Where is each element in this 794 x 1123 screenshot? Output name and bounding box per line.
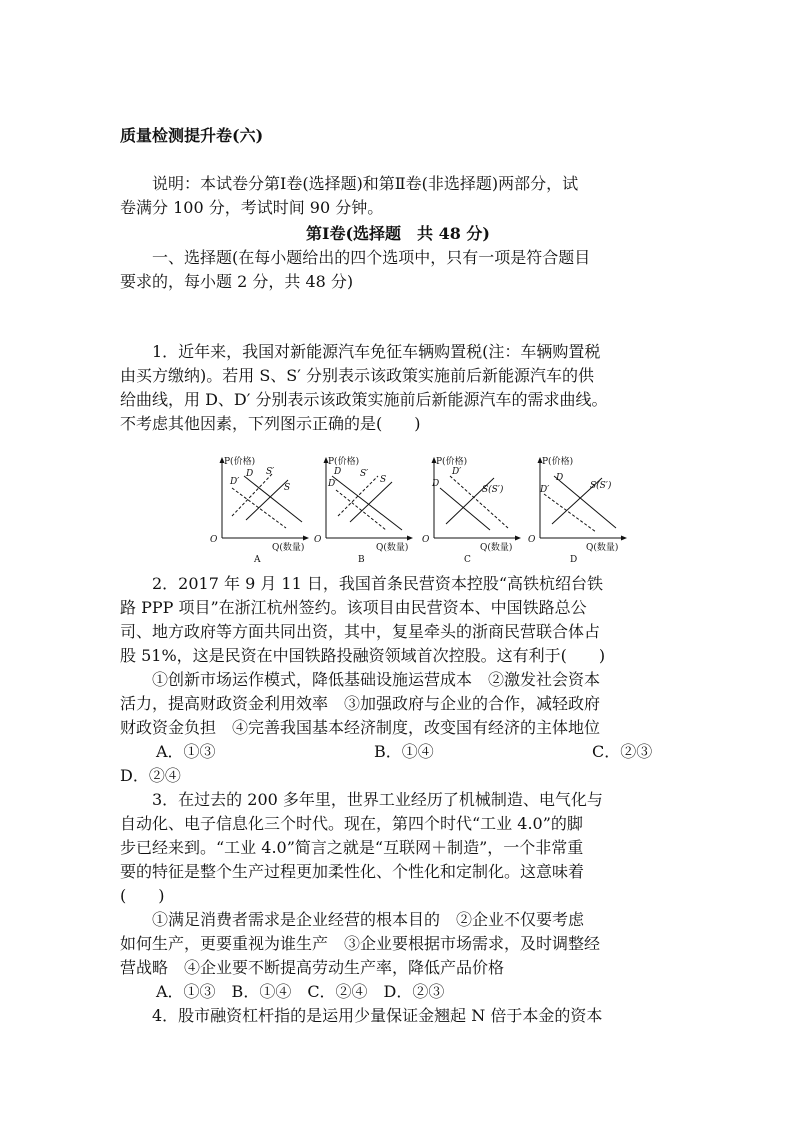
graph-d-curve-0: D xyxy=(556,473,564,483)
q3-line-5: ( ) xyxy=(120,886,165,905)
graph-b-curve-3: S xyxy=(380,475,387,485)
q3-line-8: 营战略 ④企业要不断提高劳动生产率，降低产品价格 xyxy=(120,958,505,977)
q3-line-7: 如何生产，更要重视为谁生产 ③企业要根据市场需求，及时调整经 xyxy=(120,934,601,953)
graph-d-label: D xyxy=(570,555,578,565)
graph-c-y-label: P(价格) xyxy=(436,457,468,467)
graph-a-origin: O xyxy=(210,535,218,545)
graph-b-y-label: P(价格) xyxy=(328,457,360,467)
graph-a-x-label: Q(数量) xyxy=(272,543,305,553)
q3-options: A．①③ B．①④ C．②④ D．②③ xyxy=(156,982,445,1001)
q2-line-5: ①创新市场运作模式，降低基础设施运营成本 ②激发社会资本 xyxy=(152,670,601,689)
part-heading-line-1: 一、选择题(在每小题给出的四个选项中，只有一项是符合题目 xyxy=(152,248,591,267)
graph-b-label: B xyxy=(358,555,365,565)
graph-a xyxy=(206,452,314,570)
graph-d-origin: O xyxy=(528,535,536,545)
graph-c-curve-1: D xyxy=(432,479,440,489)
graph-a-curve-2: S′ xyxy=(266,467,275,477)
q2-line-1: 2．2017 年 9 月 11 日，我国首条民营资本控股“高铁杭绍台铁 xyxy=(152,574,604,593)
q1-line-2: 由买方缴纳)。若用 S、S′ 分别表示该政策实施前后新能源汽车的供 xyxy=(120,366,594,385)
q2-option-a: A．①③ xyxy=(156,742,216,761)
section-title: 第Ⅰ卷(选择题 共 48 分) xyxy=(305,224,491,243)
paper-title: 质量检测提升卷(六) xyxy=(120,126,264,145)
graph-d-curve-2: S(S′) xyxy=(590,481,612,491)
part-heading-line-2: 要求的，每小题 2 分，共 48 分) xyxy=(120,272,354,291)
q1-line-1: 1．近年来，我国对新能源汽车免征车辆购置税(注：车辆购置税 xyxy=(152,342,601,361)
q1-line-3: 给曲线，用 D、D′ 分别表示该政策实施前后新能源汽车的需求曲线。 xyxy=(120,390,608,409)
graph-b-x-label: Q(数量) xyxy=(376,543,409,553)
graph-d-y-label: P(价格) xyxy=(542,457,574,467)
q3-line-2: 自动化、电子信息化三个时代。现在，第四个时代“工业 4.0”的脚 xyxy=(120,814,583,833)
q2-option-b: B．①④ xyxy=(374,742,434,761)
q2-option-d: D．②④ xyxy=(120,766,181,785)
graph-c xyxy=(418,452,526,570)
graph-a-label: A xyxy=(254,555,261,565)
graph-c-curve-0: D′ xyxy=(452,467,462,477)
graph-b-origin: O xyxy=(314,535,322,545)
graph-c-label: C xyxy=(464,555,471,565)
q3-line-4: 要的特征是整个生产过程更加柔性化、个性化和定制化。这意味着 xyxy=(120,862,585,881)
graph-a-y-label: P(价格) xyxy=(224,457,256,467)
graph-d xyxy=(524,452,632,570)
q2-line-6: 活力，提高财政资金利用效率 ③加强政府与企业的合作，减轻政府 xyxy=(120,694,601,713)
instructions-line-2: 卷满分 100 分，考试时间 90 分钟。 xyxy=(120,198,384,217)
graph-d-x-label: Q(数量) xyxy=(586,543,619,553)
graph-a-curve-3: S xyxy=(284,483,291,493)
graph-b-curve-1: D′ xyxy=(328,479,338,489)
q4-line-1: 4．股市融资杠杆指的是运用少量保证金翘起 N 倍于本金的资本 xyxy=(152,1006,603,1025)
q2-option-c: C．②③ xyxy=(592,742,653,761)
graph-a-curve-0: D′ xyxy=(230,477,240,487)
graph-c-x-label: Q(数量) xyxy=(480,543,513,553)
graph-a-curve-1: D xyxy=(246,469,254,479)
graph-b-curve-0: D xyxy=(334,467,342,477)
instructions-line-1: 说明：本试卷分第Ⅰ卷(选择题)和第Ⅱ卷(非选择题)两部分，试 xyxy=(152,174,579,193)
q1-line-4: 不考虑其他因素，下列图示正确的是( ) xyxy=(120,414,421,433)
q2-line-7: 财政资金负担 ④完善我国基本经济制度，改变国有经济的主体地位 xyxy=(120,718,601,737)
q2-line-3: 司、地方政府等方面共同出资，其中，复星牵头的浙商民营联合体占 xyxy=(120,622,601,641)
q3-line-1: 3．在过去的 200 多年里，世界工业经历了机械制造、电气化与 xyxy=(152,790,603,809)
graph-c-curve-2: S(S′) xyxy=(482,485,504,495)
q3-line-3: 步已经来到。“工业 4.0”简言之就是“互联网＋制造”，一个非常重 xyxy=(120,838,584,857)
graph-b xyxy=(310,452,418,570)
graph-b-curve-2: S′ xyxy=(360,469,369,479)
q2-line-2: 路 PPP 项目”在浙江杭州签约。该项目由民营资本、中国铁路总公 xyxy=(120,598,587,617)
graph-d-curve-1: D′ xyxy=(540,485,550,495)
q3-line-6: ①满足消费者需求是企业经营的根本目的 ②企业不仅要考虑 xyxy=(152,910,585,929)
q2-line-4: 股 51%，这是民资在中国铁路投融资领域首次控股。这有利于( ) xyxy=(120,646,606,665)
graph-c-origin: O xyxy=(422,535,430,545)
